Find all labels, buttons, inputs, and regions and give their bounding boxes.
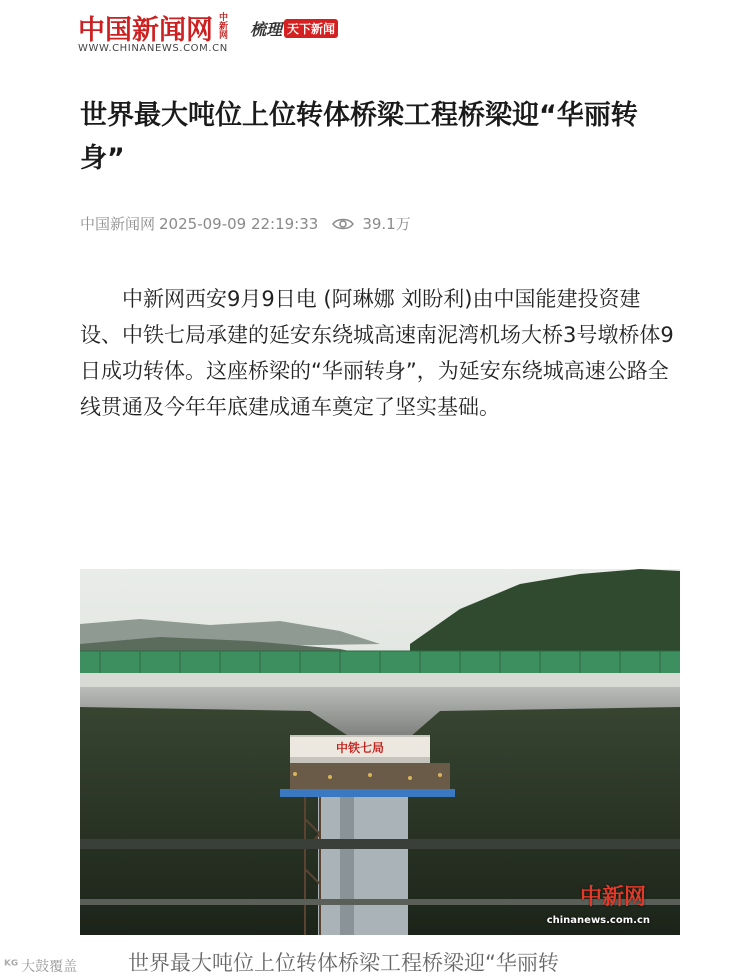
photo-watermark-url: chinanews.com.cn [546,915,650,926]
slogan-part-a: 梳理 [250,20,283,39]
photo-banner: 中铁七局 [335,741,385,755]
slogan-part-b: 天下新闻 [284,19,338,38]
article-meta [80,213,411,234]
article-title: 世界最大吨位上位转体桥梁工程桥梁迎“华丽转身” [80,100,638,174]
source-watermark-text: 大鼓覆盖 [21,959,78,975]
chinanews-logo[interactable]: 中国新闻网 [78,15,213,46]
eye-icon [332,217,354,231]
logo-url: WWW.CHINANEWS.COM.CN [78,43,228,54]
source-watermark [4,956,77,976]
photo-watermark-logo: 中新网 [579,884,646,910]
header-slogan [250,17,338,40]
view-count: 39.1万 [362,215,411,233]
article-photo[interactable] [80,569,680,935]
article-datetime: 2025-09-09 22:19:33 [159,214,319,233]
photo-caption: 世界最大吨位上位转体桥梁工程桥梁迎“华丽转 [128,951,559,975]
watermark-icon: ᴷᴳ [4,958,19,974]
logo-subtitle: 中新网 [217,12,227,39]
article-source: 中国新闻网 [80,215,156,233]
article-body: 中新网西安9月9日电 (阿琳娜 刘盼利)由中国能建投资建设、中铁七局承建的延安东绕城高速南泥湾机场大桥3号墩桥体9日成功转体。这座桥梁的“华丽转身”，为延安东绕城高速公路全线贯通及今年年底建成通车奠定了坚实基础。 [80,287,674,419]
